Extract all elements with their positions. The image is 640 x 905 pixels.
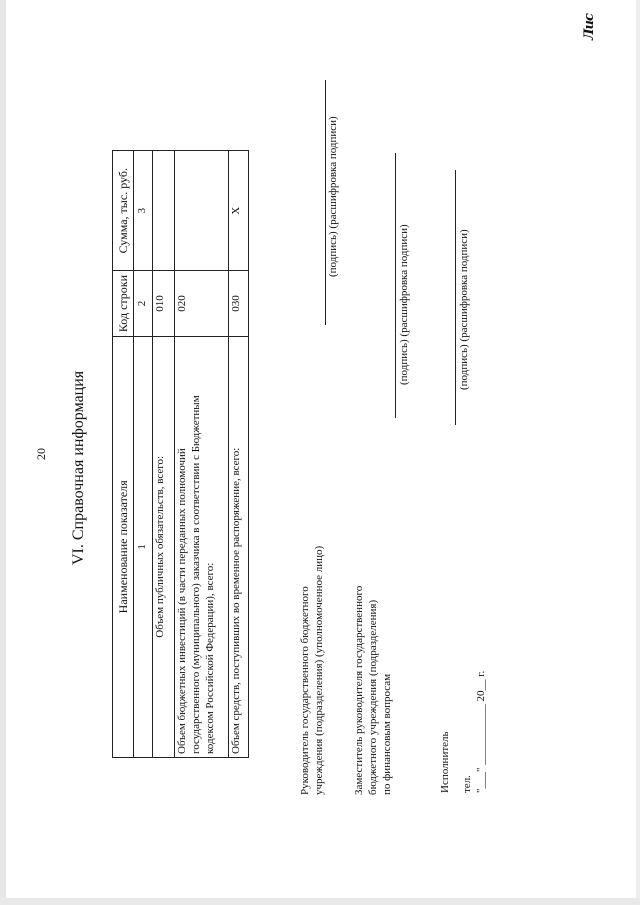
deputy-title-line: Заместитель руководителя государственного xyxy=(353,585,365,795)
row-sum xyxy=(153,151,175,271)
row-name-line: кодексом Российской Федерации), всего: xyxy=(203,562,216,754)
table-row xyxy=(229,151,249,758)
handwritten-stamp-mark: Лис xyxy=(582,14,597,40)
table-header-row xyxy=(113,151,134,758)
row-name: Объем публичных обязательств, всего: xyxy=(153,336,175,757)
executor-date-line: "___" ___________ 20__ г. xyxy=(475,670,487,793)
row-name-line: Объем бюджетных инвестиций (в части переданных полномочий xyxy=(176,448,188,754)
head-title-line: учреждения (подразделения) (уполномоченное лицо) xyxy=(313,545,325,795)
reference-info-table xyxy=(112,150,249,758)
executor-label: Исполнитель xyxy=(439,731,451,793)
column-number: 2 xyxy=(134,271,153,336)
row-name xyxy=(175,336,229,757)
head-signature-caption: (подпись) (расшифровка подписи) xyxy=(327,116,339,277)
table-row xyxy=(153,151,175,758)
head-signature-line xyxy=(325,80,326,325)
deputy-signatory-title xyxy=(352,586,394,795)
executor-signature-caption: (подпись) (расшифровка подписи) xyxy=(458,229,470,390)
row-code: 020 xyxy=(175,271,229,336)
table-row xyxy=(175,151,229,758)
head-signatory-title xyxy=(298,546,326,795)
column-number: 1 xyxy=(134,336,153,757)
row-code: 010 xyxy=(153,271,175,336)
row-sum: X xyxy=(229,151,249,271)
executor-phone-label: тел. xyxy=(461,775,473,793)
deputy-signature-line xyxy=(395,153,396,418)
page-number: 20 xyxy=(34,448,48,460)
header-sum: Сумма, тыс. руб. xyxy=(113,151,134,271)
row-sum xyxy=(175,151,229,271)
deputy-signature-caption: (подпись) (расшифровка подписи) xyxy=(398,224,410,385)
head-title-line: Руководитель государственного бюджетного xyxy=(299,586,311,795)
header-indicator-name: Наименование показателя xyxy=(113,336,134,757)
deputy-title-line: бюджетного учреждения (подразделения) xyxy=(367,599,379,795)
header-line-code: Код строки xyxy=(113,271,134,336)
column-number-row xyxy=(134,151,153,758)
section-title: VI. Справочная информация xyxy=(70,370,87,565)
deputy-title-line: по финансовым вопросам xyxy=(381,673,393,795)
row-name: Объем средств, поступивших во временное распоряжение, всего: xyxy=(229,336,249,757)
row-name-line: государственного (муниципального) заказчика в соответствии с Бюджетным xyxy=(189,395,202,754)
row-code: 030 xyxy=(229,271,249,336)
executor-signature-line xyxy=(455,170,456,425)
column-number: 3 xyxy=(134,151,153,271)
